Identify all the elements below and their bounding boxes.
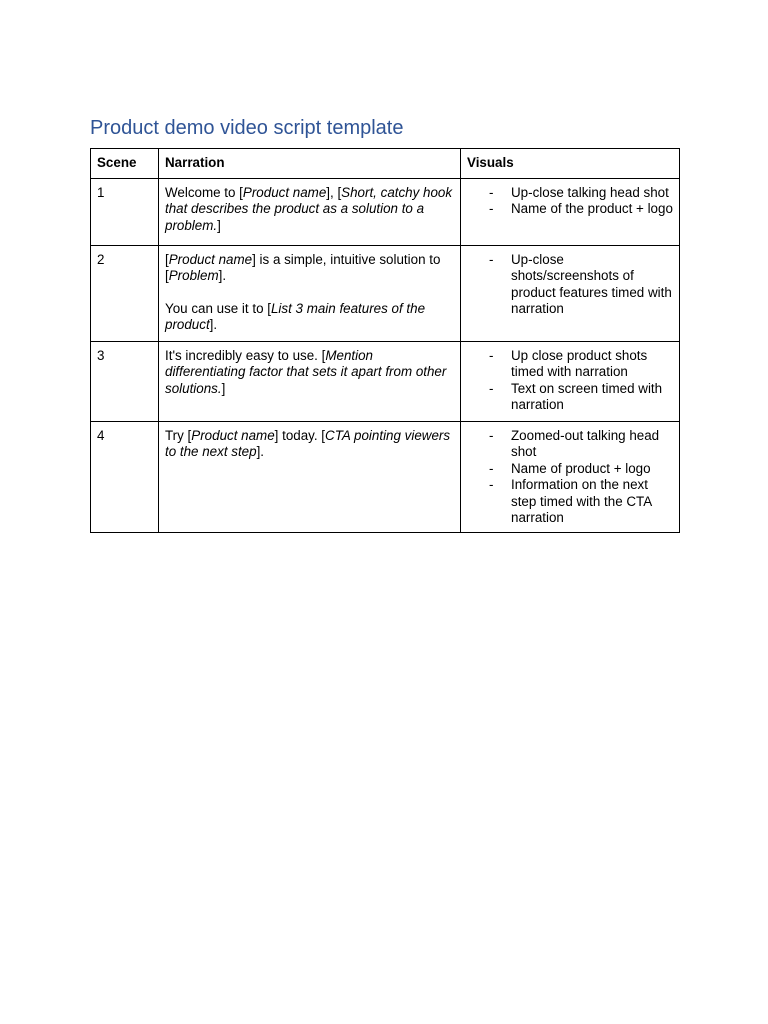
scene-number: 2 xyxy=(91,246,159,342)
header-scene: Scene xyxy=(91,149,159,179)
narration-text: Try [ xyxy=(165,428,192,443)
dash-bullet-icon: - xyxy=(489,428,494,443)
visuals-cell xyxy=(461,342,680,422)
dash-bullet-icon: - xyxy=(489,252,494,267)
dash-bullet-icon: - xyxy=(489,380,494,396)
narration-paragraph xyxy=(165,428,454,461)
visuals-item xyxy=(467,252,673,318)
narration-text: ] xyxy=(217,217,221,233)
narration-text: ] is a simple, intuitive solution to [ xyxy=(165,252,441,284)
dash-bullet-icon: - xyxy=(489,348,494,363)
visuals-item-text: Name of the product + logo xyxy=(511,201,673,217)
narration-paragraph xyxy=(165,348,454,397)
narration-text: ]. xyxy=(218,268,227,284)
narration-text: [ xyxy=(165,252,169,267)
dash-bullet-icon: - xyxy=(489,460,494,476)
placeholder-text: Product name xyxy=(168,252,253,267)
header-narration: Narration xyxy=(159,149,461,179)
visuals-list xyxy=(467,348,673,414)
narration-cell xyxy=(159,246,461,342)
visuals-list xyxy=(467,185,673,218)
dash-bullet-icon: - xyxy=(489,477,494,493)
narration-cell xyxy=(159,179,461,246)
narration-paragraph xyxy=(165,301,454,334)
narration-text: ] today. [ xyxy=(274,428,326,443)
visuals-item-text: Zoomed-out talking head shot xyxy=(511,428,660,460)
table-row xyxy=(91,342,680,422)
dash-bullet-icon: - xyxy=(489,185,494,200)
table-header xyxy=(91,149,680,179)
narration-text: ]. xyxy=(256,444,265,460)
script-table xyxy=(90,148,680,533)
visuals-item-text: Up close product shots timed with narration xyxy=(511,348,648,380)
narration-text: It's incredibly easy to use. [ xyxy=(165,348,326,363)
placeholder-text: Short, catchy hook that describes the product as a solution to a problem. xyxy=(165,185,453,233)
narration-text: ]. xyxy=(209,317,218,333)
scene-number: 1 xyxy=(91,179,159,246)
narration-text: ] xyxy=(221,380,226,396)
table-body xyxy=(91,179,680,533)
visuals-item-text: Information on the next step timed with the CTA narration xyxy=(511,477,652,526)
narration-cell xyxy=(159,342,461,422)
narration-text: Welcome to [ xyxy=(165,185,243,200)
table-row xyxy=(91,246,680,342)
visuals-list xyxy=(467,252,673,318)
table-row xyxy=(91,422,680,533)
visuals-cell xyxy=(461,422,680,533)
visuals-item-text: Up-close shots/screenshots of product features timed with narration xyxy=(511,252,672,317)
narration-text: You can use it to [ xyxy=(165,300,271,316)
visuals-item xyxy=(467,185,673,201)
visuals-cell xyxy=(461,179,680,246)
visuals-list xyxy=(467,428,673,526)
header-visuals: Visuals xyxy=(461,149,680,179)
document-title: Product demo video script template xyxy=(90,117,404,139)
header-row xyxy=(91,149,680,179)
visuals-item xyxy=(467,348,673,381)
placeholder-text: Product name xyxy=(242,185,327,200)
scene-number: 3 xyxy=(91,342,159,422)
placeholder-text: List 3 main features of the product xyxy=(165,300,426,333)
placeholder-text: Problem xyxy=(168,268,219,284)
visuals-item-text: Text on screen timed with narration xyxy=(511,380,663,413)
placeholder-text: Product name xyxy=(191,428,275,443)
visuals-item xyxy=(467,477,673,526)
visuals-cell xyxy=(461,246,680,342)
visuals-item xyxy=(467,461,673,477)
visuals-item-text: Name of product + logo xyxy=(511,460,651,476)
scene-number: 4 xyxy=(91,422,159,533)
narration-cell xyxy=(159,422,461,533)
narration-paragraph xyxy=(165,252,454,285)
narration-text: ], [ xyxy=(326,185,342,200)
dash-bullet-icon: - xyxy=(489,201,494,217)
placeholder-text: CTA pointing viewers to the next step xyxy=(165,428,451,460)
visuals-item xyxy=(467,428,673,461)
visuals-item-text: Up-close talking head shot xyxy=(511,185,669,200)
visuals-item xyxy=(467,201,673,217)
table-row xyxy=(91,179,680,246)
visuals-item xyxy=(467,381,673,414)
narration-paragraph xyxy=(165,185,454,234)
placeholder-text: Mention differentiating factor that sets it apart from other solutions. xyxy=(165,348,447,396)
